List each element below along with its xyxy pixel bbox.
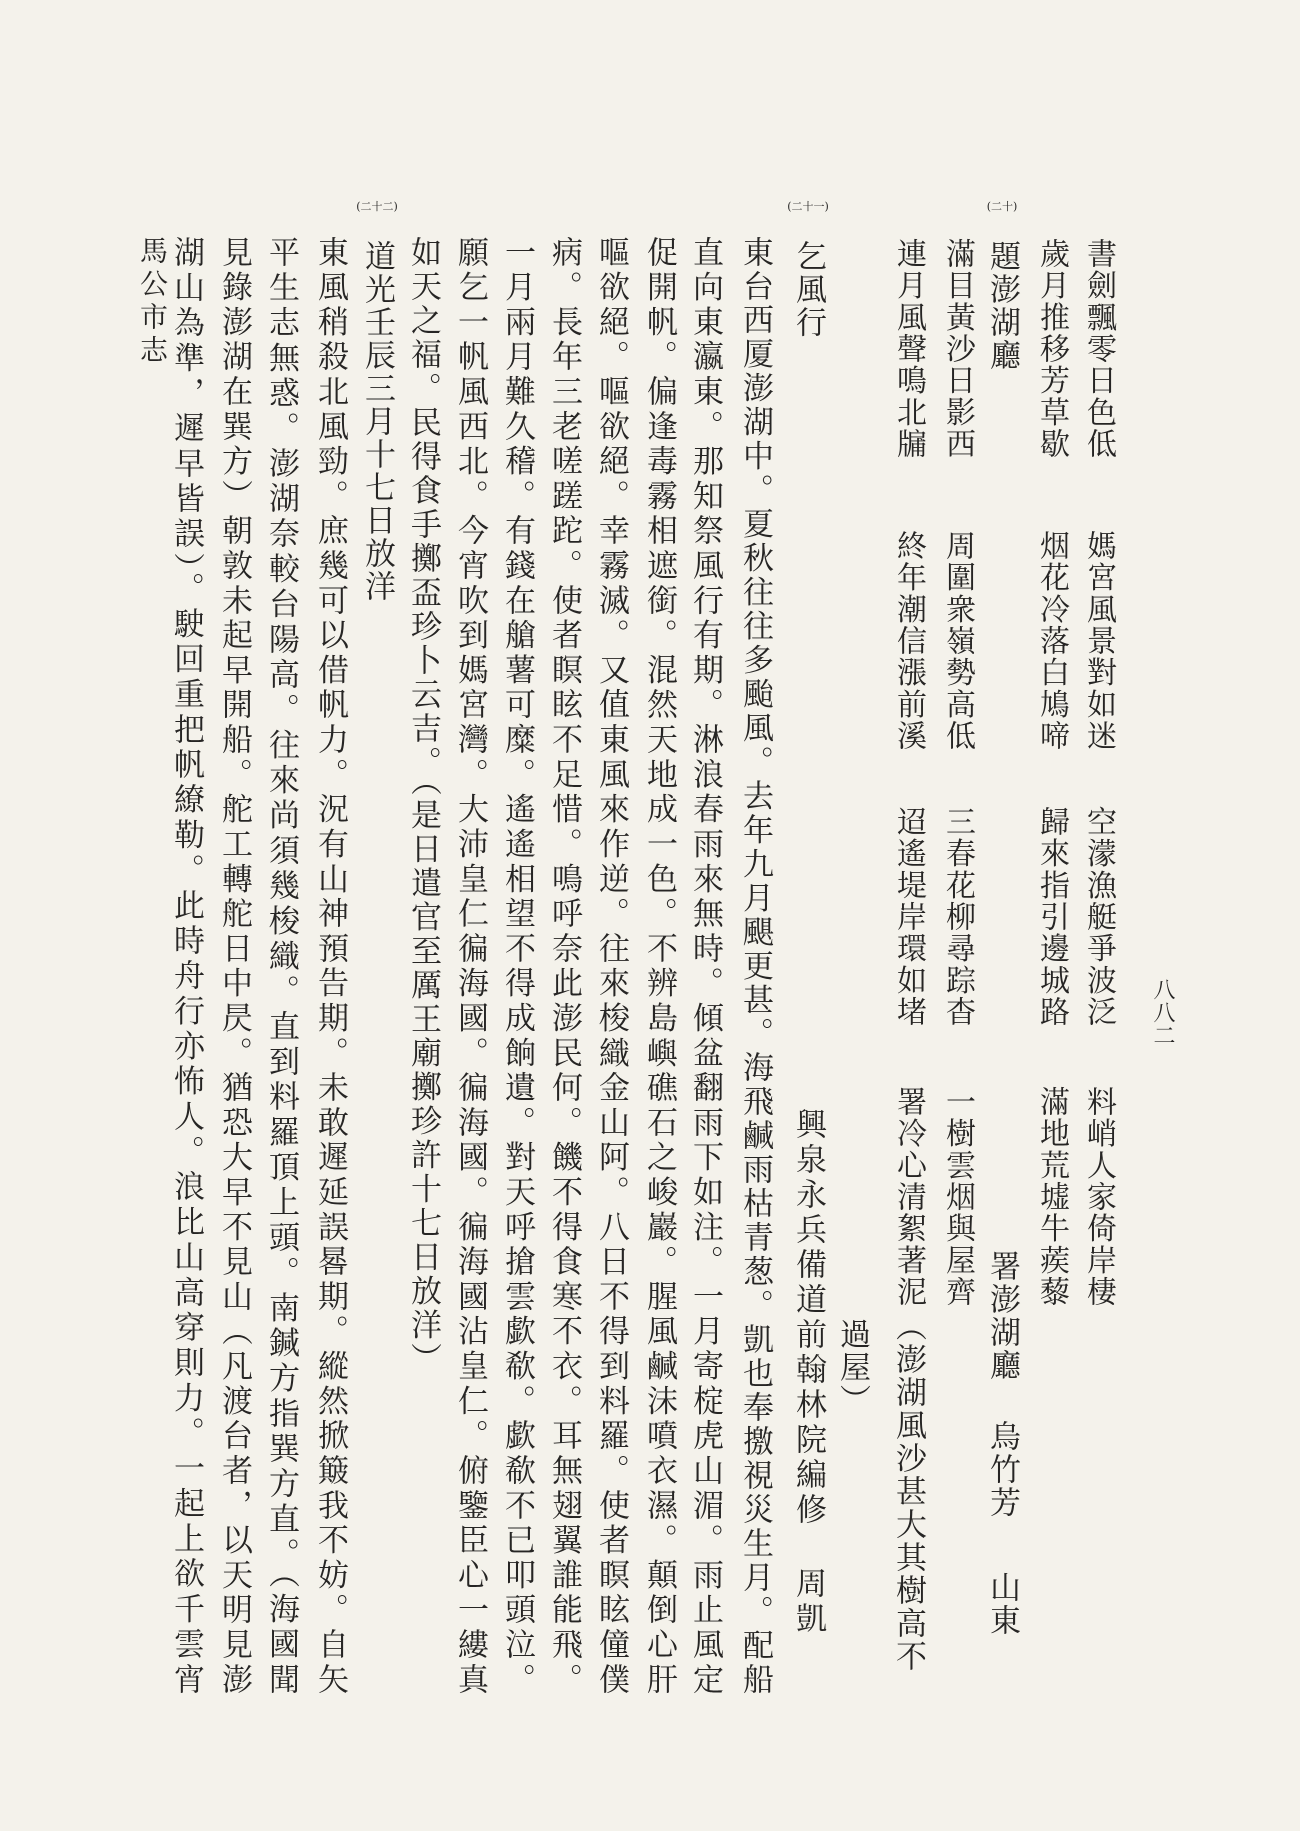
poem-segment: 滿目黃沙日影西	[940, 238, 975, 460]
poem-title: 題澎湖廳	[984, 240, 1020, 372]
text-column: 病。長年三老嗟蹉跎。使者瞑眩不足惜。鳴呼奈此澎民何。饑不得食寒不衣。耳無翅翼誰能飛。	[546, 236, 582, 1694]
text-column: 東風稍殺北風勁。庶幾可以借帆力。況有山神預告期。未敢遲延誤晷期。縱然掀簸我不妨。自矢	[312, 236, 348, 1694]
book-title: 馬公市志	[136, 236, 169, 368]
poem-segment: 三春花柳尋踪杳	[940, 806, 975, 1028]
poem-note-continuation: 過屋）	[834, 1318, 870, 1417]
poem-segment: 歲月推移芳草歇	[1034, 238, 1069, 460]
text-column: 見錄澎湖在巽方）朝敦未起早開船。舵工轉舵日中昃。猶恐大早不見山（凡渡台者，以天明見澎	[216, 236, 252, 1694]
poem-segment: 歸來指引邊城路	[1034, 806, 1069, 1028]
poem-segment: 書劍飄零日色低	[1081, 238, 1116, 460]
poem-segment: 空濛漁艇爭波泛	[1081, 806, 1116, 1028]
poem-number: (二十)	[986, 200, 1018, 213]
text-column: 東台西厦澎湖中。夏秋往往多颱風。去年九月颶更甚。海飛鹹雨枯青葱。凱也奉撽視災生月。配船	[737, 236, 773, 1694]
page-number: 八八二	[1150, 978, 1175, 1047]
poem-segment: 周圍衆嶺勢高低	[940, 530, 975, 752]
author-office: 署澎湖廳	[984, 1250, 1020, 1382]
author-office: 興泉永兵備道前翰林院編修	[790, 1108, 826, 1528]
text-column: 直向東瀛東。那知祭風行有期。淋浪春雨來無時。傾盆翻雨下如注。一月寄椗虎山湄。雨止風定	[687, 236, 723, 1694]
text-column: 嘔欲絕。嘔欲絕。幸霧滅。又值東風來作逆。往來梭織金山阿。八日不得到料羅。使者瞑眩僮僕	[593, 236, 629, 1694]
author-origin: 山東	[984, 1571, 1020, 1637]
poem-segment: 料峭人家倚岸棲	[1081, 1086, 1116, 1308]
text-column: 促開帆。偏逢毒霧相遮銜。混然天地成一色。不辨島嶼礁石之峻巖。腥風鹹沫噴衣濕。顛倒心肝	[641, 236, 677, 1694]
poem-segment: 迢遙堤岸環如堵	[891, 806, 926, 1028]
text-column: 願乞一帆風西北。今宵吹到媽宮灣。大沛皇仁徧海國。徧海國。徧海國沾皇仁。俯鑒臣心一縷真	[452, 236, 488, 1694]
poem-segment: 署冷心清絮著泥	[891, 1086, 926, 1308]
author-name: 周凱	[790, 1567, 826, 1637]
poem-note: （澎湖風沙甚大其樹高不	[890, 1310, 926, 1673]
poem-title: 道光壬辰三月十七日放洋	[359, 240, 395, 603]
author-name: 烏竹芳	[984, 1420, 1020, 1519]
text-column: 如天之福。民得食手擲盃珍卜云吉。（是日遣官至厲王廟擲珍許十七日放洋）	[405, 236, 441, 1377]
text-column: 湖山為準，遲早皆誤）。駛回重把帆繚勒。此時舟行亦怖人。浪比山高穿則力。一起上欲千雲宵	[168, 236, 204, 1694]
poem-segment: 一樹雲烟與屋齊	[940, 1086, 975, 1308]
text-column: 一月兩月難久稽。有錢在艙薯可糜。遙遙相望不得成餉遺。對天呼搶雲歔欷。歔欷不已叩頭泣。	[499, 236, 535, 1694]
poem-segment: 烟花冷落白鳩啼	[1034, 530, 1069, 752]
text-column: 平生志無惑。澎湖奈較台陽高。往來尚須幾梭織。直到料羅頂上頭。南鍼方指巽方直。（海國聞	[263, 236, 299, 1694]
poem-title: 乞風行	[790, 240, 826, 339]
poem-segment: 終年潮信漲前溪	[891, 530, 926, 752]
poem-number: (二十一)	[787, 200, 829, 213]
poem-segment: 媽宮風景對如迷	[1081, 530, 1116, 752]
poem-number: (二十二)	[356, 200, 398, 213]
poem-segment: 連月風聲鳴北牖	[891, 238, 926, 460]
poem-segment: 滿地荒墟牛蒺藜	[1034, 1086, 1069, 1308]
